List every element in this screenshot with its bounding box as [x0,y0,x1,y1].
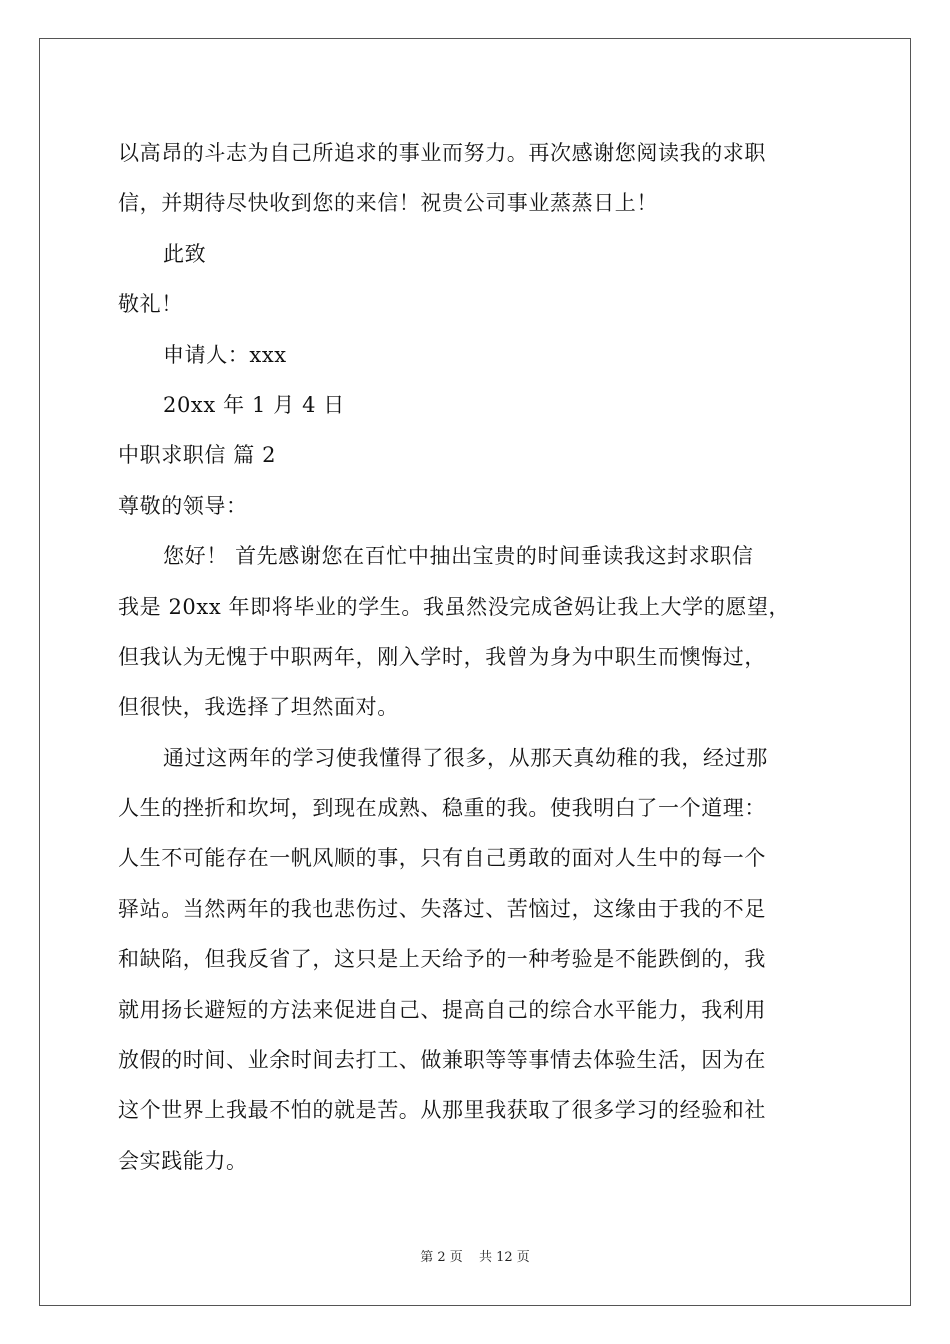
page-number: 第 2 页 [420,1250,463,1265]
text-line: 您好！ 首先感谢您在百忙中抽出宝贵的时间垂读我这封求职信 [163,544,754,569]
text-line: 敬礼！ [118,292,183,317]
text-line: 此致 [163,241,207,266]
text-line: 中职求职信 篇 2 [118,443,277,468]
text-line: 我是 20xx 年即将毕业的学生。我虽然没完成爸妈让我上大学的愿望， [118,594,791,619]
text-line: 这个世界上我最不怕的就是苦。从那里我获取了很多学习的经验和社 [118,1098,766,1123]
text-line: 申请人：xxx [163,342,287,367]
text-line: 人生的挫折和坎坷，到现在成熟、稳重的我。使我明白了一个道理： [118,796,766,821]
page-footer [0,1246,950,1265]
text-line: 信，并期待尽快收到您的来信！祝贵公司事业蒸蒸日上！ [118,191,658,216]
text-line: 就用扬长避短的方法来促进自己、提高自己的综合水平能力，我利用 [118,997,766,1022]
text-line: 和缺陷，但我反省了，这只是上天给予的一种考验是不能跌倒的，我 [118,947,766,972]
text-line: 尊敬的领导： [118,493,248,518]
text-line: 通过这两年的学习使我懂得了很多，从那天真幼稚的我，经过那 [163,745,768,770]
text-line: 驿站。当然两年的我也悲伤过、失落过、苦恼过，这缘由于我的不足 [118,896,766,921]
document-body [118,128,838,1186]
text-line: 人生不可能存在一帆风顺的事，只有自己勇敢的面对人生中的每一个 [118,846,766,871]
text-line: 会实践能力。 [118,1148,248,1173]
page-total: 共 12 页 [478,1250,530,1265]
text-line: 放假的时间、业余时间去打工、做兼职等等事情去体验生活，因为在 [118,1048,766,1073]
text-line: 以高昂的斗志为自己所追求的事业而努力。再次感谢您阅读我的求职 [118,141,766,165]
text-line: 但很快，我选择了坦然面对。 [118,695,399,720]
text-line: 但我认为无愧于中职两年，刚入学时，我曾为身为中职生而懊悔过， [118,644,766,669]
text-line: 20xx 年 1 月 4 日 [163,392,345,417]
